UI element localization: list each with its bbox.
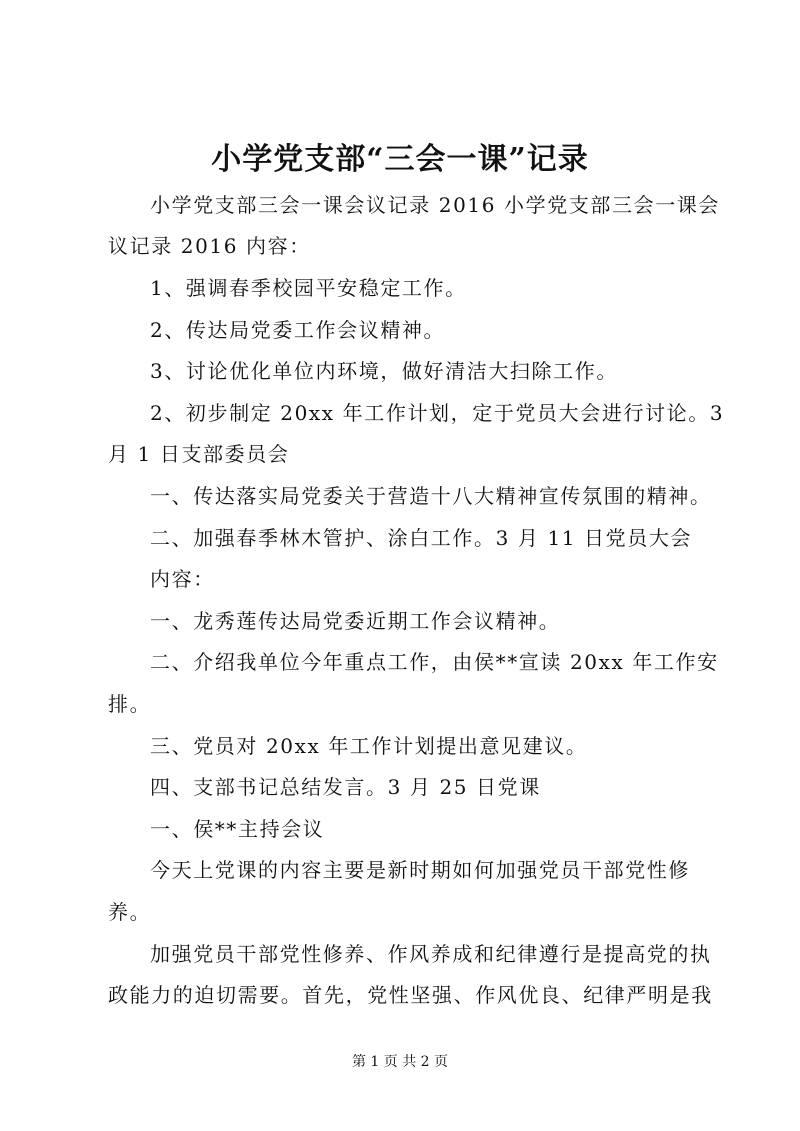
body-line: 一、传达落实局党委关于营造十八大精神宣传氛围的精神。 (150, 484, 712, 508)
body-line: 三、党员对 20xx 年工作计划提出意见建议。 (150, 734, 588, 758)
body-line: 一、龙秀莲传达局党委近期工作会议精神。 (150, 609, 561, 633)
body-line: 政能力的迫切需要。首先，党性坚强、作风优良、纪律严明是我 (108, 983, 713, 1007)
body-line: 四、支部书记总结发言。3 月 25 日党课 (150, 775, 541, 799)
body-line: 小学党支部三会一课会议记录 2016 小学党支部三会一课会 (150, 193, 721, 217)
body-line: 2、传达局党委工作会议精神。 (150, 318, 446, 342)
body-line: 养。 (108, 900, 152, 924)
body-line: 一、侯**主持会议 (150, 817, 325, 841)
body-line: 二、介绍我单位今年重点工作，由侯**宣读 20xx 年工作安 (150, 650, 719, 674)
body-line: 1、强调春季校园平安稳定工作。 (150, 276, 467, 300)
body-line: 月 1 日支部委员会 (108, 442, 290, 466)
page-footer: 第 1 页 共 2 页 (351, 1054, 449, 1070)
body-line: 内容： (150, 567, 215, 591)
body-line: 议记录 2016 内容： (108, 234, 311, 258)
body-line: 排。 (108, 692, 152, 716)
body-line: 今天上党课的内容主要是新时期如何加强党员干部党性修 (150, 858, 690, 882)
body-line: 3、讨论优化单位内环境，做好清洁大扫除工作。 (150, 359, 618, 383)
body-line: 加强党员干部党性修养、作风养成和纪律遵行是提高党的执 (150, 942, 712, 966)
body-line: 二、加强春季林木管护、涂白工作。3 月 11 日党员大会 (150, 526, 693, 550)
body-line: 2、初步制定 20xx 年工作计划，定于党员大会进行讨论。3 (150, 401, 725, 425)
document-title: 小学党支部“三会一课”记录 (211, 142, 589, 177)
